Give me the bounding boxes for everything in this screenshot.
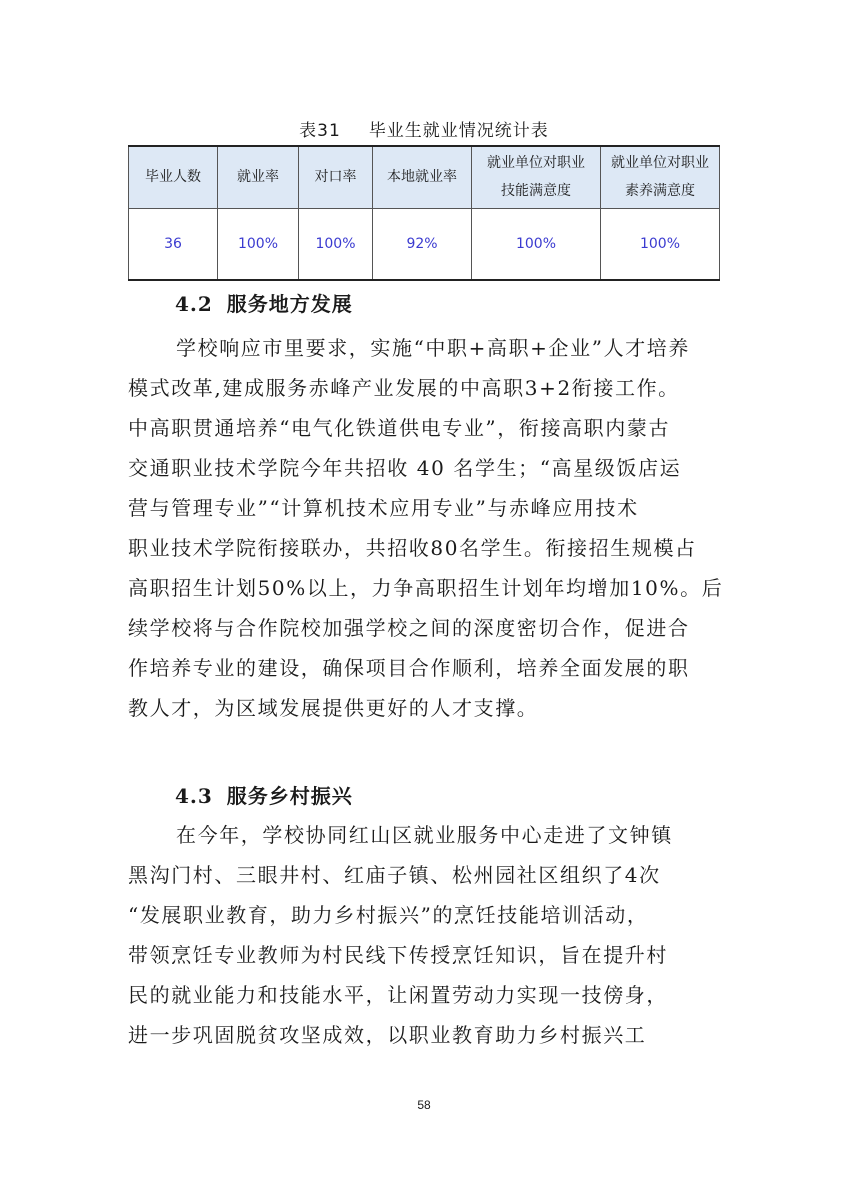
section-number: 4.3: [175, 784, 213, 808]
paragraph-line: 营与管理专业”“计算机技术应用专业”与赤峰应用技术: [128, 496, 639, 520]
header-graduates: 毕业人数: [129, 146, 218, 208]
paragraph-line: 学校响应市里要求，实施“中职+高职+企业”人才培养: [176, 336, 690, 360]
paragraph-line: 中高职贯通培养“电气化铁道供电专业”，衔接高职内蒙古: [128, 416, 671, 440]
paragraph-service-local: [128, 328, 728, 728]
paragraph-line: 续学校将与合作院校加强学校之间的深度密切合作，促进合: [128, 616, 690, 640]
paragraph-line: 带领烹饪专业教师为村民线下传授烹饪知识，旨在提升村: [128, 943, 668, 967]
table-caption-number: 表31: [299, 121, 341, 141]
paragraph-line: 教人才，为区域发展提供更好的人才支撑。: [128, 696, 539, 720]
header-quality-satisfaction: 就业单位对职业 素养满意度: [601, 146, 720, 208]
cell-quality-satisfaction: 100%: [601, 208, 720, 280]
header-skill-satisfaction: 就业单位对职业 技能满意度: [472, 146, 601, 208]
table-caption: [0, 116, 848, 141]
paragraph-line: 黑沟门村、三眼井村、红庙子镇、松州园社区组织了4次: [128, 863, 661, 887]
paragraph-rural-revitalization: [128, 815, 728, 1055]
paragraph-line: 作培养专业的建设，确保项目合作顺利，培养全面发展的职: [128, 656, 690, 680]
header-match-rate: 对口率: [299, 146, 373, 208]
section-heading-4-2: [175, 288, 353, 317]
graduate-employment-table: [128, 145, 720, 281]
section-number: 4.2: [175, 292, 213, 316]
paragraph-line: 模式改革,建成服务赤峰产业发展的中高职3+2衔接工作。: [128, 376, 680, 400]
section-title: 服务乡村振兴: [226, 784, 353, 808]
cell-match-rate: 100%: [299, 208, 373, 280]
header-local-rate: 本地就业率: [373, 146, 472, 208]
cell-employment-rate: 100%: [218, 208, 299, 280]
table-row: [129, 208, 720, 280]
paragraph-line: 职业技术学院衔接联办，共招收80名学生。衔接招生规模占: [128, 536, 697, 560]
paragraph-line: 进一步巩固脱贫攻坚成效，以职业教育助力乡村振兴工: [128, 1023, 647, 1047]
section-title: 服务地方发展: [226, 292, 353, 316]
paragraph-line: 交通职业技术学院今年共招收 40 名学生；“高星级饭店运: [128, 456, 682, 480]
section-heading-4-3: [175, 780, 353, 809]
page-number: 58: [417, 1098, 431, 1112]
paragraph-line: 高职招生计划50%以上，力争高职招生计划年均增加10%。后: [128, 576, 724, 600]
header-employment-rate: 就业率: [218, 146, 299, 208]
cell-local-rate: 92%: [373, 208, 472, 280]
table-caption-title: 毕业生就业情况统计表: [368, 121, 549, 141]
table-header-row: [129, 146, 720, 208]
cell-skill-satisfaction: 100%: [472, 208, 601, 280]
paragraph-line: “发展职业教育，助力乡村振兴”的烹饪技能培训活动，: [128, 903, 649, 927]
cell-graduates: 36: [129, 208, 218, 280]
paragraph-line: 民的就业能力和技能水平，让闲置劳动力实现一技傍身，: [128, 983, 668, 1007]
paragraph-line: 在今年，学校协同红山区就业服务中心走进了文钟镇: [176, 823, 673, 847]
